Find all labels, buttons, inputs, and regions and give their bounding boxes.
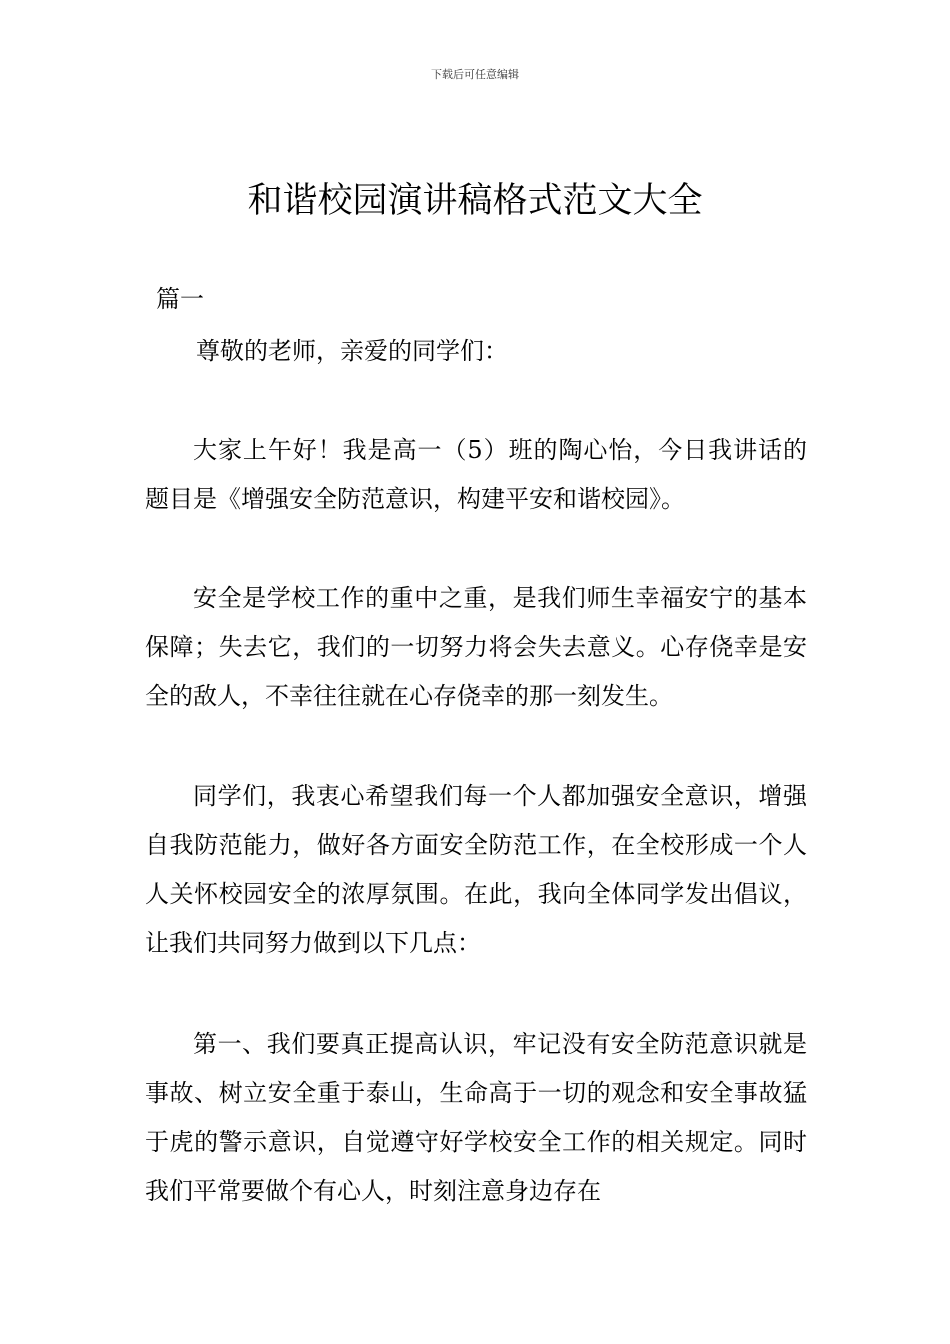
paragraph-3: 同学们，我衷心希望我们每一个人都加强安全意识，增强自我防范能力，做好各方面安全防范工作，在全校形成一个人人关怀校园安全的浓厚氛围。在此，我向全体同学发出倡议，让我们共同努力做到以下几点： — [145, 782, 807, 957]
section-label: 篇一 — [156, 285, 204, 313]
paragraph-2: 安全是学校工作的重中之重，是我们师生幸福安宁的基本保障；失去它，我们的一切努力将会失去意义。心存侥幸是安全的敌人，不幸往往就在心存侥幸的那一刻发生。 — [145, 584, 807, 710]
paragraph-4: 第一、我们要真正提高认识，牢记没有安全防范意识就是事故、树立安全重于泰山，生命高于一切的观念和安全事故猛于虎的警示意识，自觉遵守好学校安全工作的相关规定。同时我们平常要做个有心人，时刻注意身边存在 — [145, 1030, 807, 1205]
paragraph-1: 大家上午好！我是高一（5）班的陶心怡，今日我讲话的题目是《增强安全防范意识，构建平安和谐校园》。 — [145, 436, 807, 513]
greeting-line: 尊敬的老师，亲爱的同学们： — [196, 337, 508, 365]
header-note: 下载后可任意编辑 — [431, 68, 519, 81]
document-title: 和谐校园演讲稿格式范文大全 — [247, 181, 703, 221]
